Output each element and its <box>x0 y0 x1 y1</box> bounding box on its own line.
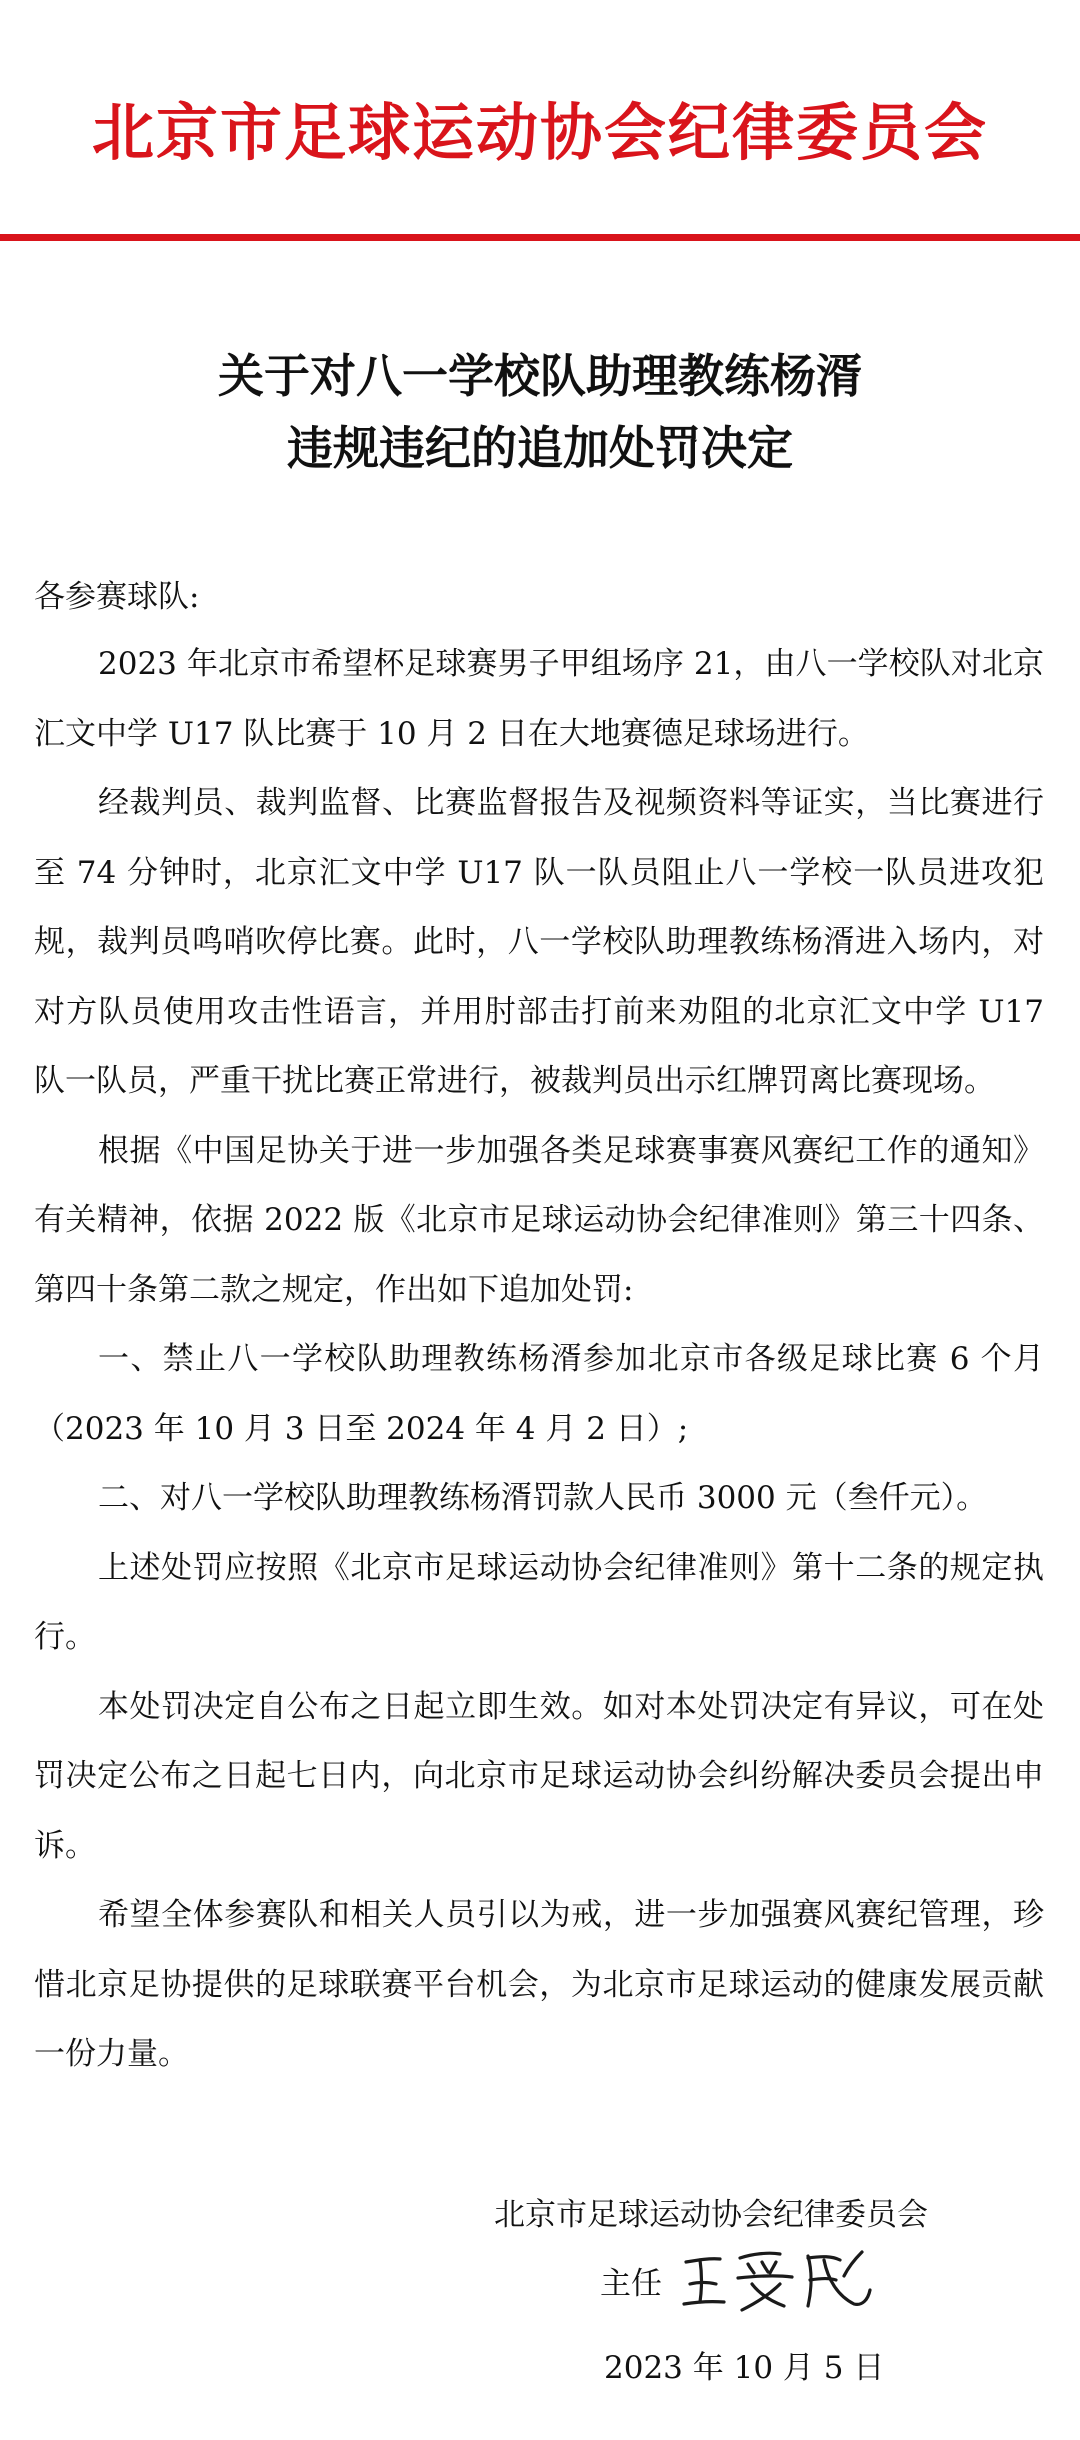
body-paragraph: 本处罚决定自公布之日起立即生效。如对本处罚决定有异议，可在处罚决定公布之日起七日内，向北京市足球运动协会纠纷解决委员会提出申诉。 <box>34 1688 1044 1864</box>
signature-org-name: 北京市足球运动协会纪律委员会 <box>494 2197 928 2233</box>
document-title <box>0 340 1080 484</box>
letterhead-org-name: 北京市足球运动协会纪律委员会 <box>91 96 988 169</box>
body-paragraph: 上述处罚应按照《北京市足球运动协会纪律准则》第十二条的规定执行。 <box>34 1549 1044 1655</box>
body-paragraph: 经裁判员、裁判监督、比赛监督报告及视频资料等证实，当比赛进行至 74 分钟时，北京汇文中学 U17 队一队员阻止八一学校一队员进攻犯规，裁判员鸣哨吹停比赛。此时，八一学校队助理教练杨湑进入场内，对对方队员使用攻击性语言，并用肘部击打前来劝阻的北京汇文中学 U17 队一队员，严重干扰比赛正常进行，被裁判员出示红牌罚离比赛现场。 <box>34 785 1044 1099</box>
signature-role: 主任 <box>600 2266 662 2302</box>
document-title-line-1: 关于对八一学校队助理教练杨湑 <box>218 349 862 403</box>
handwritten-signature-icon <box>676 2240 896 2320</box>
document-title-line-2: 违规违纪的追加处罚决定 <box>287 421 793 475</box>
document-body <box>34 630 1044 2090</box>
body-paragraph: 希望全体参赛队和相关人员引以为戒，进一步加强赛风赛纪管理，珍惜北京足协提供的足球联赛平台机会，为北京市足球运动的健康发展贡献一份力量。 <box>34 1897 1044 2072</box>
letterhead <box>0 0 1080 230</box>
body-paragraph: 一、禁止八一学校队助理教练杨湑参加北京市各级足球比赛 6 个月（2023 年 10 月 3 日至 2024 年 4 月 2 日）; <box>34 1341 1044 1447</box>
body-paragraph: 根据《中国足协关于进一步加强各类足球赛事赛风赛纪工作的通知》有关精神，依据 2022 版《北京市足球运动协会纪律准则》第三十四条、第四十条第二款之规定，作出如下追加处罚: <box>34 1132 1044 1308</box>
signature-date: 2023 年 10 月 5 日 <box>604 2350 885 2386</box>
body-paragraph: 2023 年北京市希望杯足球赛男子甲组场序 21，由八一学校队对北京汇文中学 U17 队比赛于 10 月 2 日在大地赛德足球场进行。 <box>34 646 1044 752</box>
letterhead-red-rule <box>0 234 1080 241</box>
signature-block <box>0 2180 1080 2420</box>
salutation: 各参赛球队: <box>34 579 200 615</box>
body-paragraph: 二、对八一学校队助理教练杨湑罚款人民币 3000 元（叁仟元）。 <box>98 1480 988 1516</box>
